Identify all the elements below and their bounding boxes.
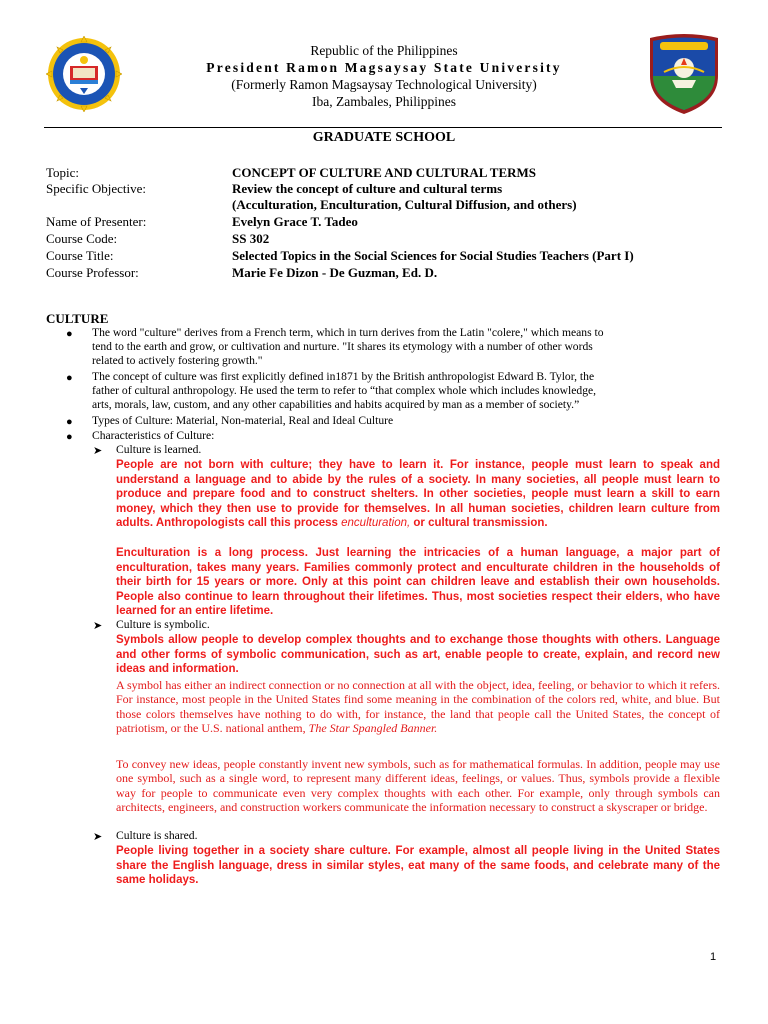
- symbolic-paragraph-1: Symbols allow people to develop complex thoughts and to exchange those thoughts with others. Language and other forms of symbolic communication, such as art, enable people to create, explain, and record new ideas and information.: [116, 634, 720, 675]
- objective-label: Specific Objective:: [46, 181, 146, 196]
- course-code-value: SS 302: [232, 231, 270, 246]
- course-code-label: Course Code:: [46, 231, 118, 246]
- learned-paragraph-2: Enculturation is a long process. Just learning the intricacies of a human language, a major part of enculturation, takes many years. Families commonly protect and enculturate children in the households of their birth for 15 years or more. Only at this point can children leave and establish their own households. People also continue to learn throughout their lifetimes. Thus, most societies respect their elders, who have learned for an entire lifetime.: [116, 547, 720, 617]
- graduate-school-title: GRADUATE SCHOOL: [312, 130, 456, 145]
- header-divider: [44, 127, 722, 128]
- symbolic-paragraph-2-text: A symbol has either an indirect connection or no connection at all with the object, idea, feeling, or behavior to which it refers. For instance, most people in the United States find some meaning in the combination of the colors red, white, and blue. But those colors themselves have nothing to do with, for instance, the land that people call the United States, the concept of patriotism, or the U.S. national anthem,: [116, 678, 720, 736]
- header-formerly: (Formerly Ramon Magsaysay Technological University): [231, 77, 537, 92]
- course-title-label: Course Title:: [46, 248, 114, 263]
- bullet-tylor-line-1: The concept of culture was first explicitly defined in1871 by the British anthropologist Edward B. Tylor, the: [92, 370, 595, 383]
- bullet-etymology: [92, 326, 722, 368]
- arrow-bullet-icon: ➤: [93, 620, 103, 632]
- topic-value: CONCEPT OF CULTURE AND CULTURAL TERMS: [232, 165, 537, 180]
- topic-label: Topic:: [46, 165, 80, 180]
- arrow-bullet-icon: ➤: [93, 445, 103, 457]
- bullet-tylor-line-3: arts, morals, law, custom, and any other capabilities and habits acquired by man as a member of society.”: [92, 398, 580, 411]
- learned-paragraph-1-end: or cultural transmission.: [410, 517, 548, 529]
- bullet-etymology-line-3: related to actively fostering growth.": [92, 354, 263, 367]
- symbolic-paragraph-2: [116, 678, 720, 736]
- bullet-tylor-line-2: father of cultural anthropology. He used the term to refer to “that complex whole which includes knowledge,: [92, 384, 597, 397]
- learned-paragraph-1-text: People are not born with culture; they have to learn it. For instance, people must learn to speak and understand a language and to abide by the rules of a society. In many societies, all people must learn to produce and prepare food and to construct shelters. In other societies, people must learn a skill to earn money, which they then use to provide for themselves. In all human societies, children learn culture from adults. Anthropologists call this process: [116, 459, 720, 529]
- symbolic-paragraph-2-anthem: The Star Spangled Banner.: [308, 721, 438, 736]
- bullet-icon: ●: [66, 431, 73, 443]
- objective-value: Review the concept of culture and cultural terms: [232, 181, 503, 196]
- bullet-icon: ●: [66, 372, 73, 384]
- learned-paragraph-1-term: enculturation,: [341, 517, 411, 529]
- characteristic-learned: Culture is learned.: [116, 443, 202, 456]
- bullet-types-of-culture: Types of Culture: Material, Non-material, Real and Ideal Culture: [92, 414, 394, 427]
- bullet-etymology-line-2: tend to the earth and grow, or cultivation and nurture. "It shares its etymology with a number of other words: [92, 340, 593, 353]
- bullet-characteristics: Characteristics of Culture:: [92, 429, 215, 442]
- learned-paragraph-1: [116, 458, 720, 531]
- presenter-value: Evelyn Grace T. Tadeo: [232, 214, 358, 229]
- bullet-icon: ●: [66, 416, 73, 428]
- page-number: 1: [710, 951, 717, 963]
- bullet-icon: ●: [66, 328, 73, 340]
- characteristic-symbolic: Culture is symbolic.: [116, 618, 210, 631]
- objective-value-2: (Acculturation, Enculturation, Cultural Diffusion, and others): [232, 197, 577, 212]
- header-location: Iba, Zambales, Philippines: [312, 94, 456, 109]
- shared-paragraph-1: People living together in a society share culture. For example, almost all people living in the United States share the English language, dress in similar styles, eat many of the same foods, and celebrate many of the same holidays.: [116, 845, 720, 886]
- presenter-label: Name of Presenter:: [46, 214, 147, 229]
- symbolic-paragraph-3: To convey new ideas, people constantly invent new symbols, such as for mathematical formulas. In addition, people may use one symbol, such as a single word, to represent many different ideas, feelings, or values. Thus, symbols provide a flexible way for people to communicate even very complex thoughts with each other. For example, only through symbols can architects, engineers, and construction workers communicate the information necessary to construct a skyscraper or bridge.: [116, 757, 720, 815]
- course-professor-value: Marie Fe Dizon - De Guzman, Ed. D.: [232, 265, 438, 280]
- section-title-culture: CULTURE: [46, 311, 109, 326]
- course-title-value: Selected Topics in the Social Sciences for Social Studies Teachers (Part I): [232, 248, 634, 263]
- characteristic-shared: Culture is shared.: [116, 829, 198, 842]
- bullet-etymology-line-1: The word "culture" derives from a French term, which in turn derives from the Latin "colere," which means to: [92, 326, 604, 339]
- header-university-name: President Ramon Magsaysay State University: [206, 60, 562, 75]
- course-professor-label: Course Professor:: [46, 265, 139, 280]
- bullet-tylor-definition: [92, 370, 722, 412]
- graduate-school-shield-icon: [642, 32, 726, 116]
- arrow-bullet-icon: ➤: [93, 831, 103, 843]
- header-line-republic: Republic of the Philippines: [310, 43, 458, 58]
